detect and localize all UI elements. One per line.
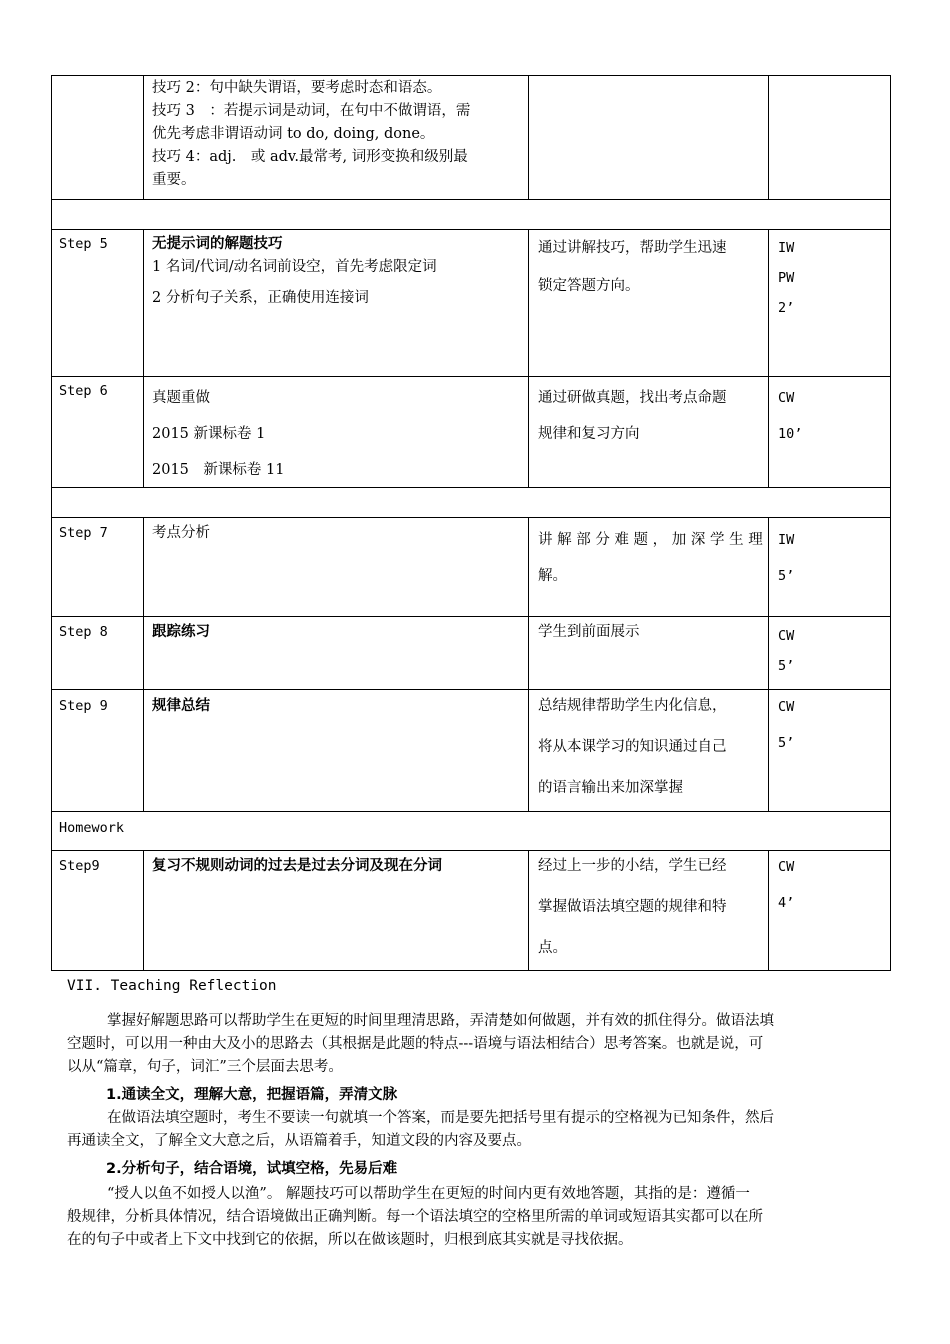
tip-line: 技巧 3 ：若提示词是动词，在句中不做谓语，需 xyxy=(152,103,471,119)
purpose-line: 通过讲解技巧，帮助学生迅速 xyxy=(538,240,727,256)
tip-line: 优先考虑非谓语动词 to do, doing, done。 xyxy=(152,126,435,142)
paragraph-line: 般规律，分析具体情况，结合语境做出正确判断。每一个语法填空的空格里所需的单词或短语其实都可以在所 xyxy=(67,1209,763,1225)
column-divider xyxy=(143,517,144,811)
purpose-line: 学生到前面展示 xyxy=(538,624,640,640)
homework-label: Homework xyxy=(59,820,125,836)
table-row-divider xyxy=(51,229,891,230)
column-divider xyxy=(528,517,529,811)
mode-line: CW xyxy=(778,628,795,644)
subheading: 1.通读全文，理解大意，把握语篇，弄清文脉 xyxy=(106,1087,398,1103)
column-divider xyxy=(768,850,769,970)
tip-line: 重要。 xyxy=(152,172,196,188)
purpose-line: 锁定答题方向。 xyxy=(538,278,640,294)
table-row-divider xyxy=(51,199,891,200)
column-divider xyxy=(143,850,144,970)
table-border-right xyxy=(890,75,891,971)
step-label: Step9 xyxy=(59,858,100,874)
paragraph-line: 空题时，可以用一种由大及小的思路去（其根据是此题的特点---语境与语法相结合）思考答案。也就是说，可 xyxy=(67,1036,764,1052)
purpose-cell xyxy=(538,855,727,969)
tips-content-cell xyxy=(152,77,470,192)
column-divider xyxy=(143,75,144,199)
activity-cell xyxy=(152,855,442,878)
step-label: Step 5 xyxy=(59,236,108,252)
column-divider xyxy=(768,229,769,487)
activity-line: 2015 新课标卷 11 xyxy=(152,462,285,478)
mode-cell xyxy=(778,380,802,452)
activity-cell xyxy=(152,380,284,488)
activity-cell xyxy=(152,695,210,718)
mode-line: CW xyxy=(778,699,795,715)
column-divider xyxy=(768,517,769,811)
mode-line: 4’ xyxy=(778,895,795,911)
mode-line: IW xyxy=(778,240,795,256)
section-heading: VII. Teaching Reflection xyxy=(67,978,277,994)
table-row-divider xyxy=(51,517,891,518)
mode-line: CW xyxy=(778,859,795,875)
table-row-divider xyxy=(51,811,891,812)
table-row-divider xyxy=(51,689,891,690)
paragraph-line: 掌握好解题思路可以帮助学生在更短的时间里理清思路，弄清楚如何做题，并有效的抓住得分。做语法填 xyxy=(107,1013,774,1029)
mode-cell xyxy=(778,522,794,594)
purpose-line: 解。 xyxy=(538,568,567,584)
activity-title: 无提示词的解题技巧 xyxy=(152,236,283,252)
purpose-cell xyxy=(538,380,727,452)
activity-title: 复习不规则动词的过去是过去分词及现在分词 xyxy=(152,858,442,874)
table-border-left xyxy=(51,75,52,971)
mode-cell xyxy=(778,695,794,761)
purpose-line: 点。 xyxy=(538,940,567,956)
purpose-line: 将从本课学习的知识通过自己 xyxy=(538,739,727,755)
activity-title: 规律总结 xyxy=(152,698,210,714)
paragraph-line: “授人以鱼不如授人以渔”。 解题技巧可以帮助学生在更短的时间内更有效地答题，其指的是：遵循一 xyxy=(107,1186,750,1202)
table-row-divider xyxy=(51,616,891,617)
purpose-cell xyxy=(538,233,727,301)
activity-cell xyxy=(152,233,437,310)
purpose-cell xyxy=(538,621,640,644)
purpose-line: 掌握做语法填空题的规律和特 xyxy=(538,899,727,915)
activity-line: 1 名词/代词/动名词前设空，首先考虑限定词 xyxy=(152,259,437,275)
mode-line: 10’ xyxy=(778,426,803,442)
step-label: Step 9 xyxy=(59,698,108,714)
mode-line: CW xyxy=(778,390,795,406)
activity-line: 考点分析 xyxy=(152,525,210,541)
table-row-divider xyxy=(51,850,891,851)
tip-line: 技巧 4：adj. 或 adv.最常考, 词形变换和级别最 xyxy=(152,149,468,165)
step-label: Step 8 xyxy=(59,624,108,640)
activity-cell xyxy=(152,522,210,545)
column-divider xyxy=(528,75,529,199)
purpose-line: 经过上一步的小结，学生已经 xyxy=(538,858,727,874)
purpose-line: 的语言输出来加深掌握 xyxy=(538,780,683,796)
activity-line: 2015 新课标卷 1 xyxy=(152,426,266,442)
purpose-line: 讲 解 部 分 难 题 ， 加 深 学 生 理 xyxy=(538,532,763,548)
step-label: Step 6 xyxy=(59,383,108,399)
paragraph-line: 在做语法填空题时，考生不要读一句就填一个答案，而是要先把括号里有提示的空格视为已知条件，然后 xyxy=(107,1110,774,1126)
purpose-cell xyxy=(538,522,763,594)
table-row-divider xyxy=(51,376,891,377)
reflection-paragraph xyxy=(67,1010,883,1079)
activity-title: 跟踪练习 xyxy=(152,624,210,640)
activity-line: 真题重做 xyxy=(152,390,210,406)
purpose-line: 总结规律帮助学生内化信息， xyxy=(538,698,727,714)
purpose-line: 规律和复习方向 xyxy=(538,426,640,442)
mode-line: 5’ xyxy=(778,735,795,751)
mode-cell xyxy=(778,621,794,681)
paragraph-line: 以从“篇章，句子，词汇”三个层面去思考。 xyxy=(67,1059,343,1075)
mode-cell xyxy=(778,233,794,323)
mode-line: 5’ xyxy=(778,658,795,674)
step-label: Step 7 xyxy=(59,525,108,541)
mode-line: 2’ xyxy=(778,300,795,316)
reflection-paragraph xyxy=(67,1183,883,1252)
activity-cell xyxy=(152,621,210,644)
column-divider xyxy=(528,229,529,487)
mode-cell xyxy=(778,855,794,921)
mode-line: 5’ xyxy=(778,568,795,584)
purpose-cell xyxy=(538,695,727,809)
column-divider xyxy=(768,75,769,199)
paragraph-line: 在的句子中或者上下文中找到它的依据，所以在做该题时，归根到底其实就是寻找依据。 xyxy=(67,1232,633,1248)
reflection-paragraph xyxy=(67,1107,883,1153)
mode-line: PW xyxy=(778,270,795,286)
mode-line: IW xyxy=(778,532,795,548)
column-divider xyxy=(528,850,529,970)
purpose-line: 通过研做真题，找出考点命题 xyxy=(538,390,727,406)
activity-line: 2 分析句子关系，正确使用连接词 xyxy=(152,290,369,306)
table-border-top xyxy=(51,75,891,76)
column-divider xyxy=(143,229,144,487)
subheading: 2.分析句子，结合语境，试填空格，先易后难 xyxy=(106,1161,398,1177)
paragraph-line: 再通读全文，了解全文大意之后，从语篇着手，知道文段的内容及要点。 xyxy=(67,1133,531,1149)
tip-line: 技巧 2：句中缺失谓语，要考虑时态和语态。 xyxy=(152,80,442,96)
table-border-bottom xyxy=(51,970,891,971)
